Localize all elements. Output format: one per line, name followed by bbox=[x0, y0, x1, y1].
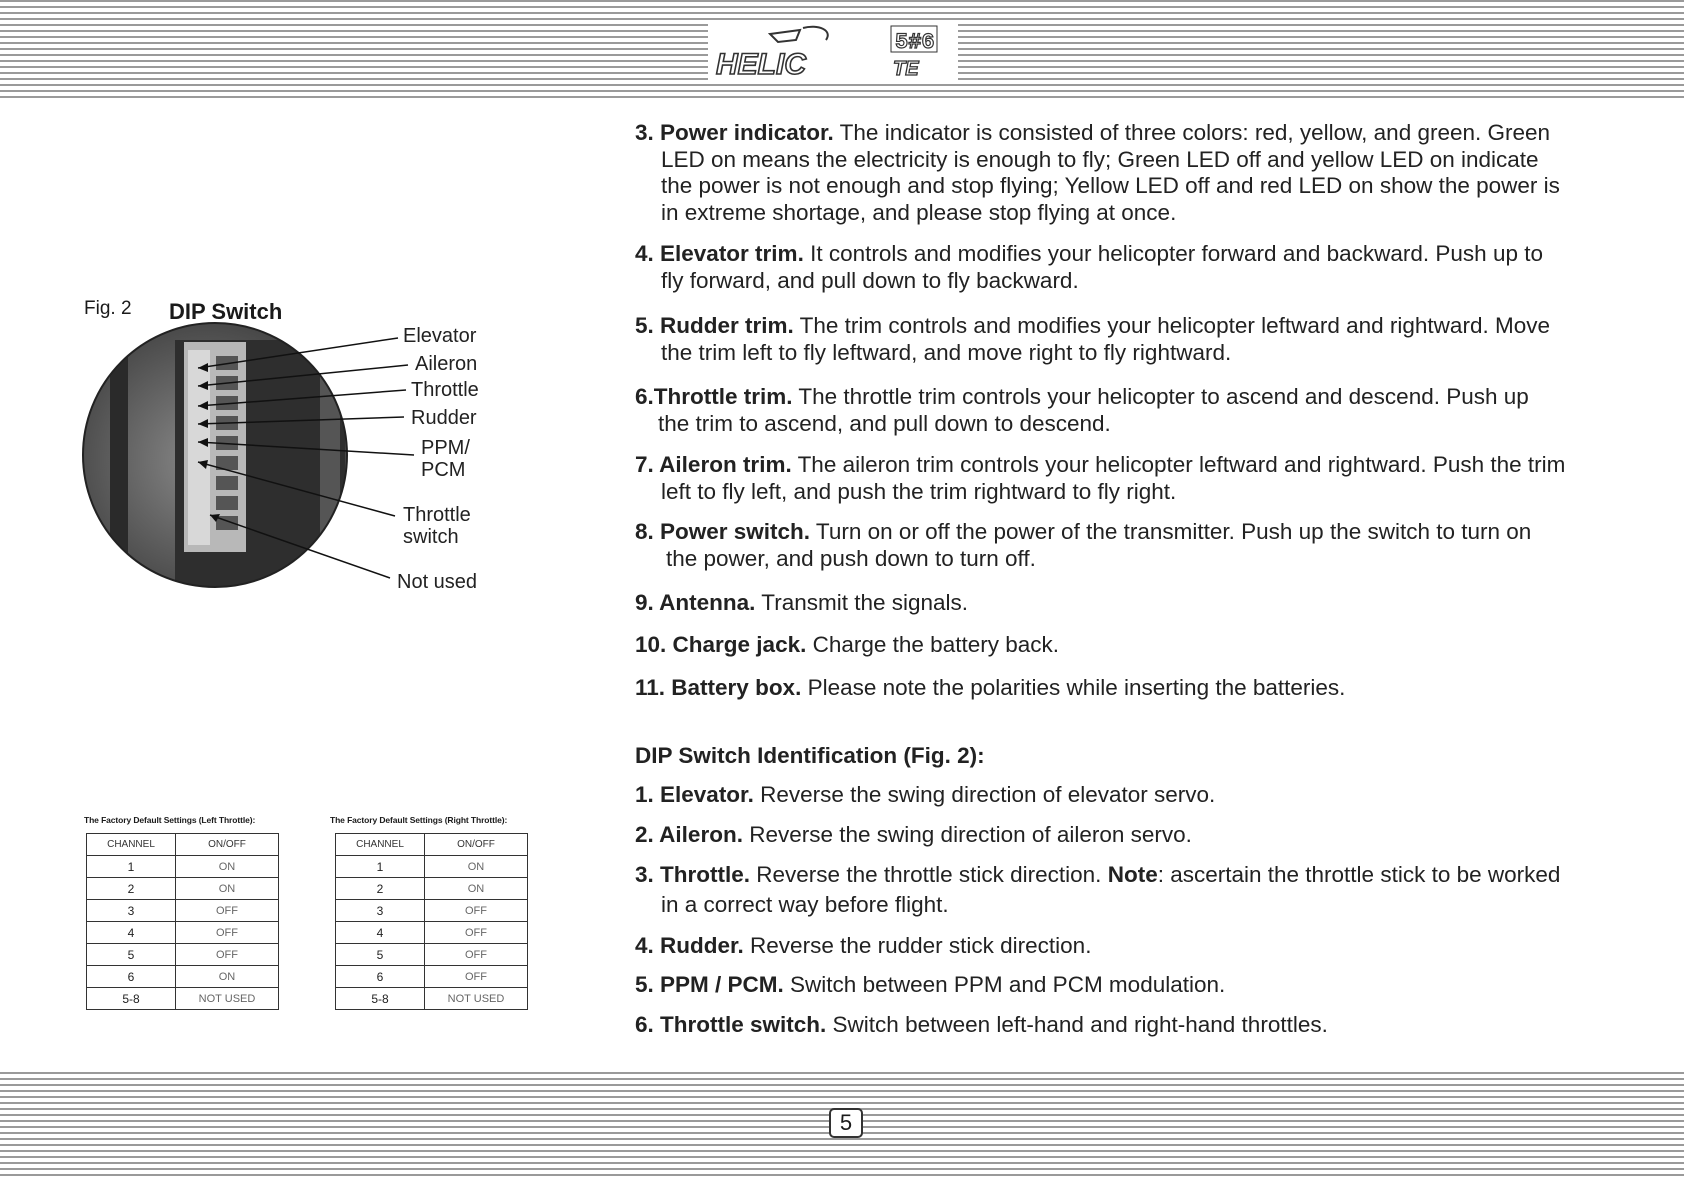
state-cell: ON bbox=[176, 878, 279, 900]
table-row bbox=[87, 966, 279, 988]
channel-cell: 6 bbox=[336, 966, 425, 988]
item-text: the trim to ascend, and pull down to descend. bbox=[658, 410, 1111, 436]
item-text: Turn on or off the power of the transmitter. Push up the switch to turn on bbox=[815, 519, 1532, 544]
callout-ppm: PPM/ bbox=[421, 437, 470, 459]
table-right-throttle bbox=[335, 833, 528, 1010]
dip-item-throttle bbox=[635, 862, 1585, 918]
item-label: 11. Battery box. bbox=[635, 675, 802, 700]
item-label: 4. Elevator trim. bbox=[635, 241, 804, 266]
item-text: Reverse the rudder stick direction. bbox=[750, 933, 1092, 958]
dip-item-throttle-switch bbox=[635, 1012, 1585, 1039]
helic-logo bbox=[708, 20, 958, 82]
state-cell: ON bbox=[176, 966, 279, 988]
item-label: 7. Aileron trim. bbox=[635, 452, 792, 477]
item-charge-jack bbox=[635, 632, 1585, 659]
column-header: CHANNEL bbox=[336, 834, 425, 856]
item-text: the power, and push down to turn off. bbox=[666, 545, 1036, 571]
channel-cell: 2 bbox=[336, 878, 425, 900]
channel-cell: 5-8 bbox=[87, 988, 176, 1010]
note-text: : ascertain the throttle stick to be worked bbox=[1157, 862, 1561, 887]
state-cell: OFF bbox=[425, 944, 528, 966]
state-cell: OFF bbox=[176, 900, 279, 922]
table-row bbox=[336, 856, 528, 878]
item-label: 9. Antenna. bbox=[635, 590, 756, 615]
item-power-indicator bbox=[635, 120, 1585, 226]
channel-cell: 4 bbox=[336, 922, 425, 944]
column-header: ON/OFF bbox=[425, 834, 528, 856]
item-battery-box bbox=[635, 675, 1585, 702]
channel-cell: 3 bbox=[336, 900, 425, 922]
dip-item-elevator bbox=[635, 782, 1585, 809]
state-cell: OFF bbox=[425, 900, 528, 922]
item-text: left to fly left, and push the trim rightward to fly right. bbox=[661, 478, 1177, 504]
channel-cell: 3 bbox=[87, 900, 176, 922]
item-aileron-trim bbox=[635, 452, 1585, 505]
channel-cell: 5 bbox=[87, 944, 176, 966]
state-cell: OFF bbox=[425, 922, 528, 944]
item-throttle-trim bbox=[635, 384, 1585, 437]
dip-item-rudder bbox=[635, 933, 1585, 960]
note-label: Note bbox=[1107, 862, 1158, 887]
item-text: in extreme shortage, and please stop flying at once. bbox=[661, 199, 1177, 225]
dip-item-aileron bbox=[635, 822, 1585, 849]
item-text: Switch between PPM and PCM modulation. bbox=[790, 972, 1226, 997]
item-text: Reverse the throttle stick direction. bbox=[756, 862, 1102, 887]
item-power-switch bbox=[635, 519, 1585, 572]
column-header: CHANNEL bbox=[87, 834, 176, 856]
svg-text:TE: TE bbox=[893, 58, 919, 80]
table-row bbox=[87, 856, 279, 878]
table-row bbox=[87, 944, 279, 966]
table-row bbox=[336, 900, 528, 922]
item-text: The throttle trim controls your helicopter to ascend and descend. Push up bbox=[798, 384, 1529, 409]
item-text: Reverse the swing direction of elevator servo. bbox=[760, 782, 1216, 807]
item-text: Reverse the swing direction of aileron servo. bbox=[749, 822, 1192, 847]
table-row bbox=[87, 922, 279, 944]
callout-throttle-switch-2: switch bbox=[403, 526, 459, 548]
column-header: ON/OFF bbox=[176, 834, 279, 856]
table-row bbox=[336, 922, 528, 944]
item-label: 5. Rudder trim. bbox=[635, 313, 794, 338]
item-label: 5. PPM / PCM. bbox=[635, 972, 784, 997]
item-text: the power is not enough and stop flying; Yellow LED off and red LED on show the power is bbox=[661, 173, 1560, 198]
figure-label: Fig. 2 bbox=[84, 298, 132, 319]
item-text: The indicator is consisted of three colors: red, yellow, and green. Green bbox=[839, 120, 1551, 145]
state-cell: OFF bbox=[176, 944, 279, 966]
state-cell: ON bbox=[176, 856, 279, 878]
page-number: 5 bbox=[829, 1108, 863, 1138]
callout-throttle: Throttle bbox=[411, 379, 479, 401]
callout-not-used: Not used bbox=[397, 571, 478, 593]
callout-elevator: Elevator bbox=[403, 325, 477, 347]
item-label: 8. Power switch. bbox=[635, 519, 811, 544]
table-right-caption: The Factory Default Settings (Right Throttle): bbox=[330, 815, 508, 825]
table-row bbox=[336, 878, 528, 900]
table-left-caption: The Factory Default Settings (Left Throttle): bbox=[84, 815, 256, 825]
item-text: The trim controls and modifies your helicopter leftward and rightward. Move bbox=[799, 313, 1550, 338]
figure-title: DIP Switch bbox=[169, 299, 283, 324]
table-row bbox=[87, 900, 279, 922]
state-cell: NOT USED bbox=[425, 988, 528, 1010]
callout-aileron: Aileron bbox=[415, 353, 478, 375]
table-left-throttle bbox=[86, 833, 279, 1010]
table-row bbox=[87, 988, 279, 1010]
svg-text:5#6: 5#6 bbox=[895, 30, 935, 55]
state-cell: OFF bbox=[425, 966, 528, 988]
item-text: fly forward, and pull down to fly backward. bbox=[661, 267, 1079, 293]
channel-cell: 4 bbox=[87, 922, 176, 944]
callout-rudder: Rudder bbox=[411, 407, 477, 429]
state-cell: ON bbox=[425, 856, 528, 878]
channel-cell: 1 bbox=[87, 856, 176, 878]
state-cell: NOT USED bbox=[176, 988, 279, 1010]
item-antenna bbox=[635, 590, 1585, 617]
item-text: Transmit the signals. bbox=[761, 590, 969, 615]
state-cell: OFF bbox=[176, 922, 279, 944]
channel-cell: 1 bbox=[336, 856, 425, 878]
table-row bbox=[336, 944, 528, 966]
dip-identification-heading: DIP Switch Identification (Fig. 2): bbox=[635, 743, 985, 768]
callout-throttle-switch-1: Throttle bbox=[403, 504, 471, 526]
item-text: The aileron trim controls your helicopter leftward and rightward. Push the trim bbox=[797, 452, 1566, 477]
item-text: Switch between left-hand and right-hand throttles. bbox=[832, 1012, 1328, 1037]
item-label: 3. Power indicator. bbox=[635, 120, 834, 145]
item-text: It controls and modifies your helicopter forward and backward. Push up to bbox=[810, 241, 1543, 266]
item-label: 1. Elevator. bbox=[635, 782, 754, 807]
item-text: Please note the polarities while inserting the batteries. bbox=[807, 675, 1346, 700]
item-text: the trim left to fly leftward, and move right to fly rightward. bbox=[661, 339, 1232, 365]
table-row bbox=[336, 988, 528, 1010]
dip-item-ppm-pcm bbox=[635, 972, 1585, 999]
item-text: Charge the battery back. bbox=[812, 632, 1059, 657]
item-label: 3. Throttle. bbox=[635, 862, 751, 887]
callout-pcm: PCM bbox=[421, 459, 466, 481]
channel-cell: 6 bbox=[87, 966, 176, 988]
table-row bbox=[336, 966, 528, 988]
state-cell: ON bbox=[425, 878, 528, 900]
item-label: 4. Rudder. bbox=[635, 933, 744, 958]
item-label: 6. Throttle switch. bbox=[635, 1012, 827, 1037]
svg-text:HELIC: HELIC bbox=[716, 48, 806, 81]
table-row bbox=[87, 878, 279, 900]
item-elevator-trim bbox=[635, 241, 1585, 294]
channel-cell: 2 bbox=[87, 878, 176, 900]
item-label: 2. Aileron. bbox=[635, 822, 743, 847]
item-text: LED on means the electricity is enough to fly; Green LED off and yellow LED on indicate bbox=[661, 146, 1539, 172]
item-label: 6.Throttle trim. bbox=[635, 384, 793, 409]
channel-cell: 5-8 bbox=[336, 988, 425, 1010]
channel-cell: 5 bbox=[336, 944, 425, 966]
item-text: in a correct way before flight. bbox=[661, 891, 949, 917]
item-label: 10. Charge jack. bbox=[635, 632, 807, 657]
item-rudder-trim bbox=[635, 313, 1585, 366]
